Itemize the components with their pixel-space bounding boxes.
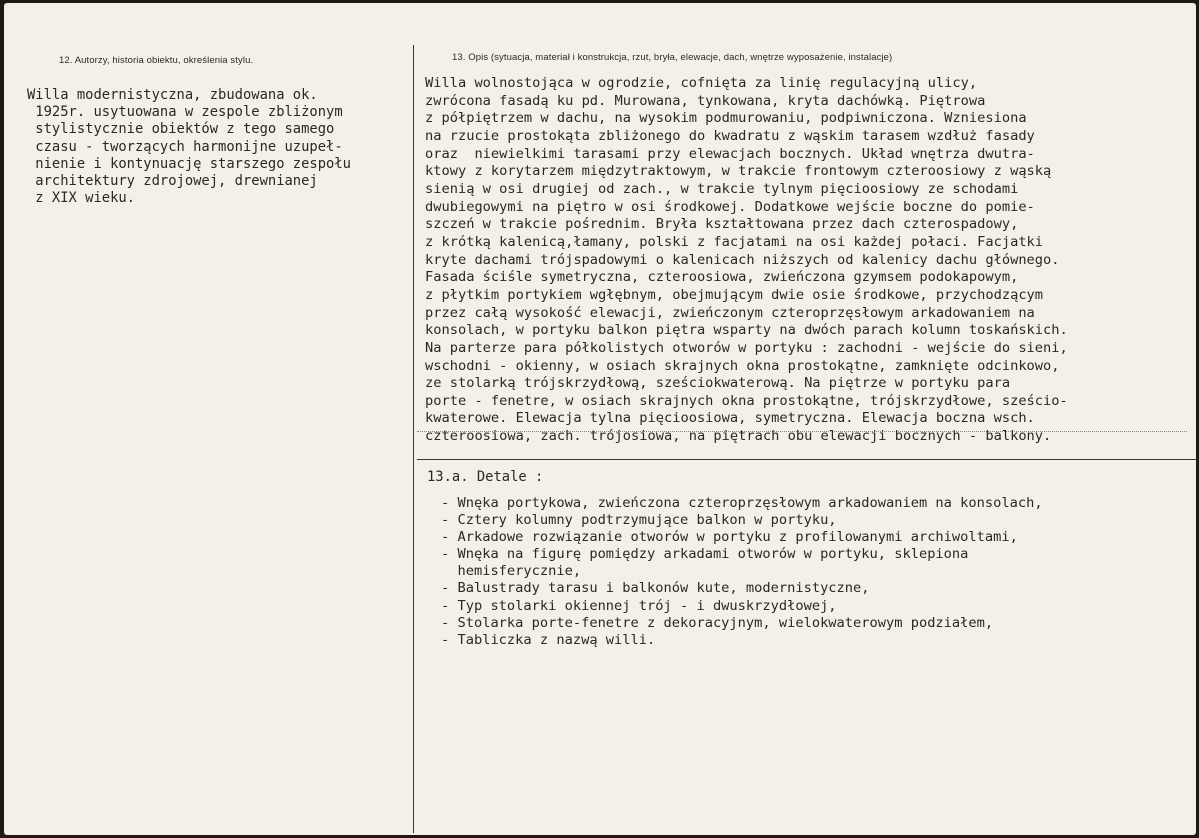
details-item: - Typ stolarki okiennej trój - i dwuskrzydłowej,	[441, 597, 837, 614]
description-text: Willa wolnostojąca w ogrodzie, cofnięta za linię regulacyjną ulicy, zwrócona fasadą ku pd. Murowana, tynkowana, kryta dachówką. Piętrowa z półpiętrzem w dachu, na wysokim podmurowaniu, podpiwniczona. Wzniesiona na rzucie prostokąta zbliżonego do kwadratu z wąskim tarasem wzdłuż fasady oraz niewielkimi tarasami przy elewacjach bocznych. Układ wnętrza dwutra- ktowy z korytarzem międzytraktowym, w trakcie frontowym czteroosiowy z wąską sienią w osi drugiej od zach., w trakcie tylnym pięcioosiowy ze schodami dwubiegowymi na piętro w osi środkowej. Dodatkowe wejście boczne do pomie- szczeń w trakcie pośrednim. Bryła kształtowana przez dach czterospadowy, z krótką kalenicą,łamany, polski z facjatami na osi każdej połaci. Facjatki kryte dachami trójspadowymi o kalenicach niższych od kalenicy dachu głównego. Fasada ściśle symetryczna, czteroosiowa, zwieńczona gzymsem podokapowym, z płytkim portykiem wgłębnym, obejmującym dwie osie środkowe, przychodzącym przez całą wysokość elewacji, zwieńczonym czteroprzęsłowym arkadowaniem na konsolach, w portyku balkon piętra wsparty na dwóch parach kolumn toskańskich. Na parterze para półkolistych otworów w portyku : zachodni - wejście do sieni, wschodni - okienny, w osiach skrajnych okna prostokątne, zamknięte odcinkowo, ze stolarką trójskrzydłową, sześciokwaterową. Na piętrze w portyku para porte - fenetre, w osiach skrajnych okna prostokątne, trójskrzydłowe, sześcio- kwaterowe. Elewacja tylna pięcioosiowa, symetryczna. Elewacja boczna wsch. czteroosiowa, zach. trójosiowa, na piętrach obu elewacji bocznych - balkony.	[425, 75, 1068, 445]
section-13-header: 13. Opis (sytuacja, materiał i konstrukcja, rzut, bryła, elewacje, dach, wnętrze wyposażenie, instalacje)	[452, 52, 893, 63]
details-item: - Tabliczka z nazwą willi.	[441, 631, 656, 648]
details-item: - Balustrady tarasu i balkonów kute, modernistyczne,	[441, 580, 870, 597]
details-list	[441, 495, 1043, 649]
details-item: - Cztery kolumny podtrzymujące balkon w portyku,	[441, 512, 837, 529]
details-item: - Stolarka porte-fenetre z dekoracyjnym, wielokwaterowym podziałem,	[441, 614, 994, 631]
details-item: - Wnęka portykowa, zwieńczona czteroprzęsłowym arkadowaniem na konsolach,	[441, 495, 1043, 511]
section-divider	[417, 459, 1196, 460]
details-item: - Wnęka na figurę pomiędzy arkadami otworów w portyku, sklepiona hemisferycznie,	[441, 546, 969, 580]
form-card	[4, 3, 1196, 835]
column-divider	[413, 45, 414, 833]
authors-history-text: Willa modernistyczna, zbudowana ok. 1925r. usytuowana w zespole zbliżonym stylistycznie obiektów z tego samego czasu - tworzących harmonijne uzupeł- nienie i kontynuację starszego zespołu architektury zdrojowej, drewnianej z XIX wieku.	[27, 87, 351, 207]
details-title: 13.a. Detale :	[427, 469, 544, 485]
details-item: - Arkadowe rozwiązanie otworów w portyku z profilowanymi archiwoltami,	[441, 529, 1018, 546]
section-12-header: 12. Autorzy, historia obiektu, określenia stylu.	[59, 55, 254, 66]
